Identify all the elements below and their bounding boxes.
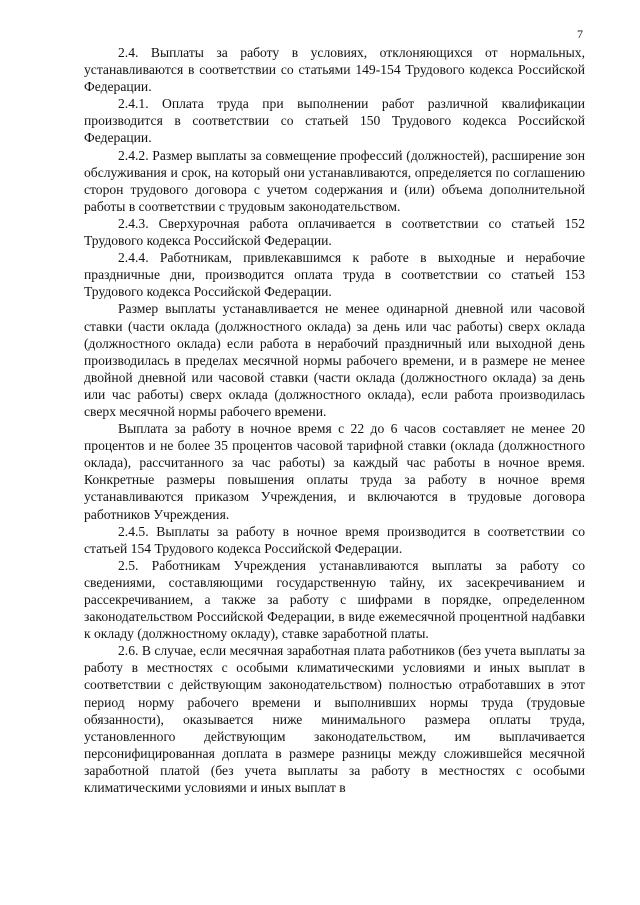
paragraph-2-4-1: 2.4.1. Оплата труда при выполнении работ различной квалификации производится в соответствии со статьей 150 Трудового кодекса Российской Федерации. [84,96,585,146]
paragraph-holiday-pay-size: Размер выплаты устанавливается не менее одинарной дневной или часовой ставки (части оклада (должностного оклада) за день или час работы) сверх оклада (должностного оклада) если работа в нерабочий праздничный или выходной день производилась в пределах месячной нормы рабочего времени, и в размере не менее двойной дневной или часовой ставки (части оклада (должностного оклада) за день или час работы) сверх оклада (должностного оклада), если работа производилась сверх месячной нормы рабочего времени. [84,301,585,419]
paragraph-2-4-3: 2.4.3. Сверхурочная работа оплачивается в соответствии со статьей 152 Трудового кодекса Российской Федерации. [84,215,585,249]
paragraph-2-5: 2.5. Работникам Учреждения устанавливаются выплаты за работу со сведениями, составляющими государственную тайну, их засекречиванием и рассекречиванием, а также за работу с шифрами в порядке, определенном законодательством Российской Федерации, в виде ежемесячной процентной надбавки к окладу (должностному окладу), ставке заработной платы. [84,557,585,642]
paragraph-night-work-pay: Выплата за работу в ночное время с 22 до 6 часов составляет не менее 20 процентов и не более 35 процентов часовой тарифной ставки (оклада (должностного оклада), рассчитанного за час работы) за каждый час работы в ночное время. Конкретные размеры повышения оплаты труда за работу в ночное время устанавливаются приказом Учреждения, и включаются в трудовые договора работников Учреждения. [84,421,585,522]
page-number: 7 [577,27,583,41]
paragraph-2-4: 2.4. Выплаты за работу в условиях, отклоняющихся от нормальных, устанавливаются в соответствии со статьями 149-154 Трудового кодекса Российской Федерации. [84,45,585,95]
paragraph-2-4-4: 2.4.4. Работникам, привлекавшимся к работе в выходные и нерабочие праздничные дни, производится оплата труда в соответствии со статьей 153 Трудового кодекса Российской Федерации. [84,250,585,300]
paragraph-2-4-5: 2.4.5. Выплаты за работу в ночное время производится в соответствии со статьей 154 Трудового кодекса Российской Федерации. [84,523,585,556]
document-body [84,44,585,796]
paragraph-2-6: 2.6. В случае, если месячная заработная плата работников (без учета выплаты за работу в местностях с особыми климатическими условиями и иных выплат в соответствии с действующим законодательством) полностью отработавших в этот период норму рабочего времени и выполнивших нормы труда (трудовые обязанности), оказывается ниже минимального размера оплаты труда, установленного действующим законодательством, им выплачивается персонифицированная доплата в размере разницы между сложившейся месячной заработной платой (без учета выплаты за работу в местностях с особыми климатическими условиями и иных выплат в [84,643,585,796]
paragraph-2-4-2: 2.4.2. Размер выплаты за совмещение профессий (должностей), расширение зон обслуживания и срок, на который они устанавливаются, определяется по соглашению сторон трудового договора с учетом содержания и (или) объема дополнительной работы в соответствии с трудовым законодательством. [84,147,585,214]
